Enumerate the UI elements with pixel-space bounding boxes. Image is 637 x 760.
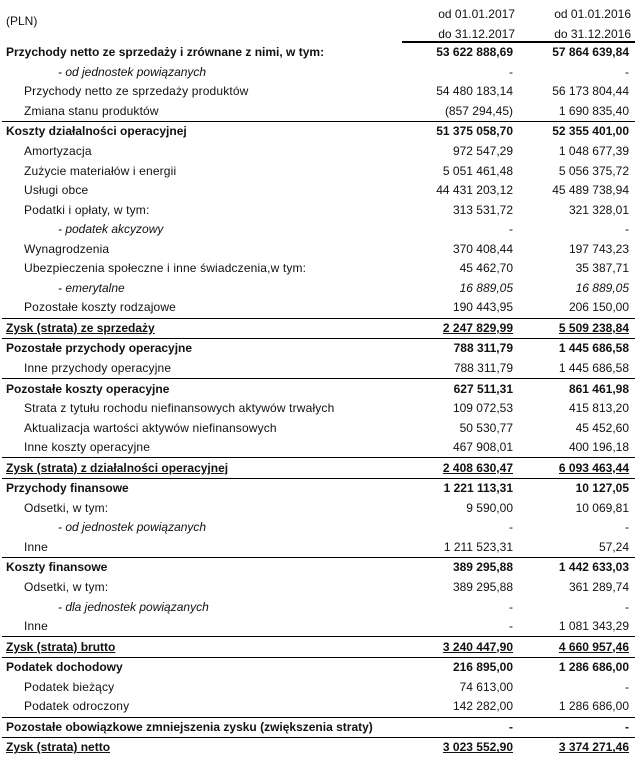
row-label: Zysk (strata) z działalności operacyjnej <box>2 458 402 479</box>
col-2017-to: do 31.12.2017 <box>402 21 519 42</box>
row-value-2017: 109 072,53 <box>452 401 513 416</box>
table-row <box>2 200 635 220</box>
row-label: Pozostałe przychody operacyjne <box>6 341 193 356</box>
table-row <box>2 738 635 758</box>
row-value-2016: 45 489 738,94 <box>552 183 629 198</box>
col-2017-from: od 01.01.2017 <box>438 7 515 21</box>
row-value-2017: - <box>509 599 513 614</box>
row-label: - od jednostek powiązanych <box>58 64 207 79</box>
row-value-2017: 627 511,31 <box>453 381 513 396</box>
table-row <box>2 220 635 240</box>
row-label: Zysk (strata) netto <box>6 740 111 755</box>
row-value-2016: 52 355 401,00 <box>552 124 629 139</box>
table-row <box>2 122 635 142</box>
table-row <box>2 102 635 122</box>
row-label: Koszty finansowe <box>6 560 108 575</box>
row-label: - emerytalne <box>58 280 125 295</box>
row-label: Podatek dochodowy <box>6 660 123 675</box>
row-value-2016: 1 690 835,40 <box>519 102 635 122</box>
row-value-2017: - <box>402 617 519 637</box>
row-value-2016: - <box>625 222 629 237</box>
table-row <box>2 617 635 637</box>
col-2016-to: do 31.12.2016 <box>519 21 635 42</box>
row-value-2016: 16 889,05 <box>575 280 629 295</box>
row-value-2017: 972 547,29 <box>452 144 513 158</box>
row-label: Odsetki, w tym: <box>24 580 109 595</box>
row-label: Zysk (strata) brutto <box>2 637 402 658</box>
row-value-2016: 10 127,05 <box>575 481 629 496</box>
row-value-2016: 415 813,20 <box>568 401 629 416</box>
row-value-2017: - <box>509 520 513 535</box>
row-label: Inne <box>2 538 402 558</box>
table-row <box>2 399 635 419</box>
table-row <box>2 597 635 617</box>
row-label: Zysk (strata) ze sprzedaży <box>2 318 402 339</box>
table-row <box>2 697 635 717</box>
row-value-2016: - <box>625 520 629 535</box>
row-value-2017: (857 294,45) <box>402 102 519 122</box>
table-row <box>2 142 635 162</box>
row-value-2017: 2 247 829,99 <box>402 318 519 339</box>
row-value-2016: 1 442 633,03 <box>558 560 629 575</box>
table-row <box>2 42 635 63</box>
row-value-2017: 389 295,88 <box>452 560 513 575</box>
table-row <box>2 538 635 558</box>
row-value-2016: 4 660 957,46 <box>519 637 635 658</box>
row-label: Przychody finansowe <box>6 481 129 496</box>
row-label: Pozostałe koszty rodzajowe <box>2 298 402 318</box>
row-label: Inne przychody operacyjne <box>2 359 402 379</box>
row-label: Koszty działalności operacyjnej <box>6 124 187 139</box>
row-label: Strata z tytułu rochodu niefinansowych aktywów trwałych <box>24 401 335 416</box>
row-label: Podatki i opłaty, w tym: <box>24 202 150 217</box>
row-value-2017: 190 443,95 <box>402 298 519 318</box>
row-value-2016: 197 743,23 <box>568 241 629 256</box>
row-value-2017: 9 590,00 <box>466 500 513 515</box>
table-row <box>2 63 635 83</box>
row-label: Pozostałe koszty operacyjne <box>6 381 170 396</box>
row-value-2017: 44 431 203,12 <box>436 183 513 198</box>
row-value-2016: 1 048 677,39 <box>558 144 629 158</box>
row-value-2017: 142 282,00 <box>402 697 519 717</box>
row-value-2016: 1 445 686,58 <box>519 359 635 379</box>
row-label: Odsetki, w tym: <box>24 500 109 515</box>
row-value-2017: 2 408 630,47 <box>402 458 519 479</box>
row-value-2017: 16 889,05 <box>459 280 513 295</box>
row-value-2017: 788 311,79 <box>402 359 519 379</box>
row-value-2016: 400 196,18 <box>519 438 635 458</box>
table-row <box>2 339 635 359</box>
table-row <box>2 181 635 201</box>
row-value-2017: - <box>509 222 513 237</box>
row-value-2017: 50 530,77 <box>459 420 513 435</box>
row-label: Przychody netto ze sprzedaży i zrównane z nimi, w tym: <box>6 44 325 59</box>
row-value-2017: 3 023 552,90 <box>442 740 513 755</box>
row-value-2017: 370 408,44 <box>452 241 513 256</box>
row-value-2016: - <box>519 717 635 738</box>
table-row <box>2 259 635 279</box>
row-value-2016: 5 509 238,84 <box>519 318 635 339</box>
row-value-2017: 389 295,88 <box>452 580 513 595</box>
row-label: Podatek odroczony <box>2 697 402 717</box>
row-label: Podatek bieżący <box>24 679 115 694</box>
row-label: - dla jednostek powiązanych <box>58 599 209 614</box>
row-label: Inne koszty operacyjne <box>2 438 402 458</box>
row-value-2017: 216 895,00 <box>452 660 513 675</box>
row-value-2017: 1 211 523,31 <box>402 538 519 558</box>
row-label: Aktualizacja wartości aktywów niefinansowych <box>24 420 277 435</box>
row-value-2016: 5 056 375,72 <box>558 163 629 178</box>
row-label: Ubezpieczenia społeczne i inne świadczenia,w tym: <box>24 261 307 276</box>
row-label: - od jednostek powiązanych <box>58 520 207 535</box>
table-row <box>2 298 635 318</box>
table-row <box>2 558 635 578</box>
row-value-2016: 206 150,00 <box>519 298 635 318</box>
row-label: Amortyzacja <box>24 144 92 158</box>
row-label: - podatek akcyzowy <box>58 222 164 237</box>
row-value-2016: 6 093 463,44 <box>519 458 635 479</box>
row-label: Usługi obce <box>24 183 89 198</box>
row-value-2016: 321 328,01 <box>568 202 629 217</box>
table-row <box>2 418 635 438</box>
row-value-2016: 361 289,74 <box>568 580 629 595</box>
row-label: Przychody netto ze sprzedaży produktów <box>24 84 249 99</box>
row-value-2017: 3 240 447,90 <box>402 637 519 658</box>
row-value-2016: - <box>625 64 629 79</box>
row-value-2016: 57,24 <box>519 538 635 558</box>
table-row <box>2 279 635 299</box>
row-value-2016: 3 374 271,46 <box>558 740 629 755</box>
row-value-2017: 45 462,70 <box>459 261 513 276</box>
row-value-2017: 53 622 888,69 <box>436 45 513 60</box>
row-value-2016: 1 286 686,00 <box>519 697 635 717</box>
row-value-2016: - <box>625 679 629 694</box>
table-row <box>2 657 635 677</box>
table-row <box>2 379 635 399</box>
row-label: Zmiana stanu produktów <box>2 102 402 122</box>
row-value-2016: 56 173 804,44 <box>552 84 629 99</box>
table-row <box>2 678 635 698</box>
row-label: Wynagrodzenia <box>24 241 110 256</box>
row-label: Pozostałe obowiązkowe zmniejszenia zysku (zwiększenia straty) <box>2 717 402 738</box>
table-row <box>2 499 635 519</box>
row-label: Inne <box>2 617 402 637</box>
row-label: Zużycie materiałów i energii <box>24 163 177 178</box>
row-value-2017: - <box>509 64 513 79</box>
row-value-2017: 467 908,01 <box>402 438 519 458</box>
row-value-2016: 57 864 639,84 <box>552 45 629 60</box>
row-value-2016: 1 445 686,58 <box>558 341 629 356</box>
row-value-2016: 1 286 686,00 <box>558 660 629 675</box>
table-row <box>2 717 635 738</box>
row-value-2017: 74 613,00 <box>459 679 513 694</box>
table-row <box>2 479 635 499</box>
row-value-2016: 10 069,81 <box>575 500 629 515</box>
row-value-2017: 51 375 058,70 <box>436 124 513 139</box>
table-row <box>2 438 635 458</box>
row-value-2017: 5 051 461,48 <box>442 163 513 178</box>
table-row <box>2 239 635 259</box>
row-value-2016: 861 461,98 <box>568 381 629 396</box>
table-row <box>2 82 635 102</box>
col-2016-from: od 01.01.2016 <box>554 7 631 21</box>
table-header <box>2 0 635 42</box>
row-value-2016: 35 387,71 <box>575 261 629 276</box>
table-body <box>2 42 635 758</box>
row-value-2017: - <box>402 717 519 738</box>
table-row <box>2 578 635 598</box>
row-value-2016: - <box>625 599 629 614</box>
currency-label: (PLN) <box>6 14 38 28</box>
table-row <box>2 518 635 538</box>
table-row <box>2 359 635 379</box>
table-row <box>2 161 635 181</box>
income-statement-table <box>2 0 635 758</box>
row-value-2017: 313 531,72 <box>452 202 513 217</box>
row-value-2017: 788 311,79 <box>453 341 513 356</box>
table-row <box>2 637 635 658</box>
row-value-2017: 54 480 183,14 <box>436 84 513 99</box>
table-row <box>2 318 635 339</box>
row-value-2016: 45 452,60 <box>575 420 629 435</box>
table-row <box>2 458 635 479</box>
row-value-2017: 1 221 113,31 <box>443 481 513 496</box>
row-value-2016: 1 081 343,29 <box>519 617 635 637</box>
